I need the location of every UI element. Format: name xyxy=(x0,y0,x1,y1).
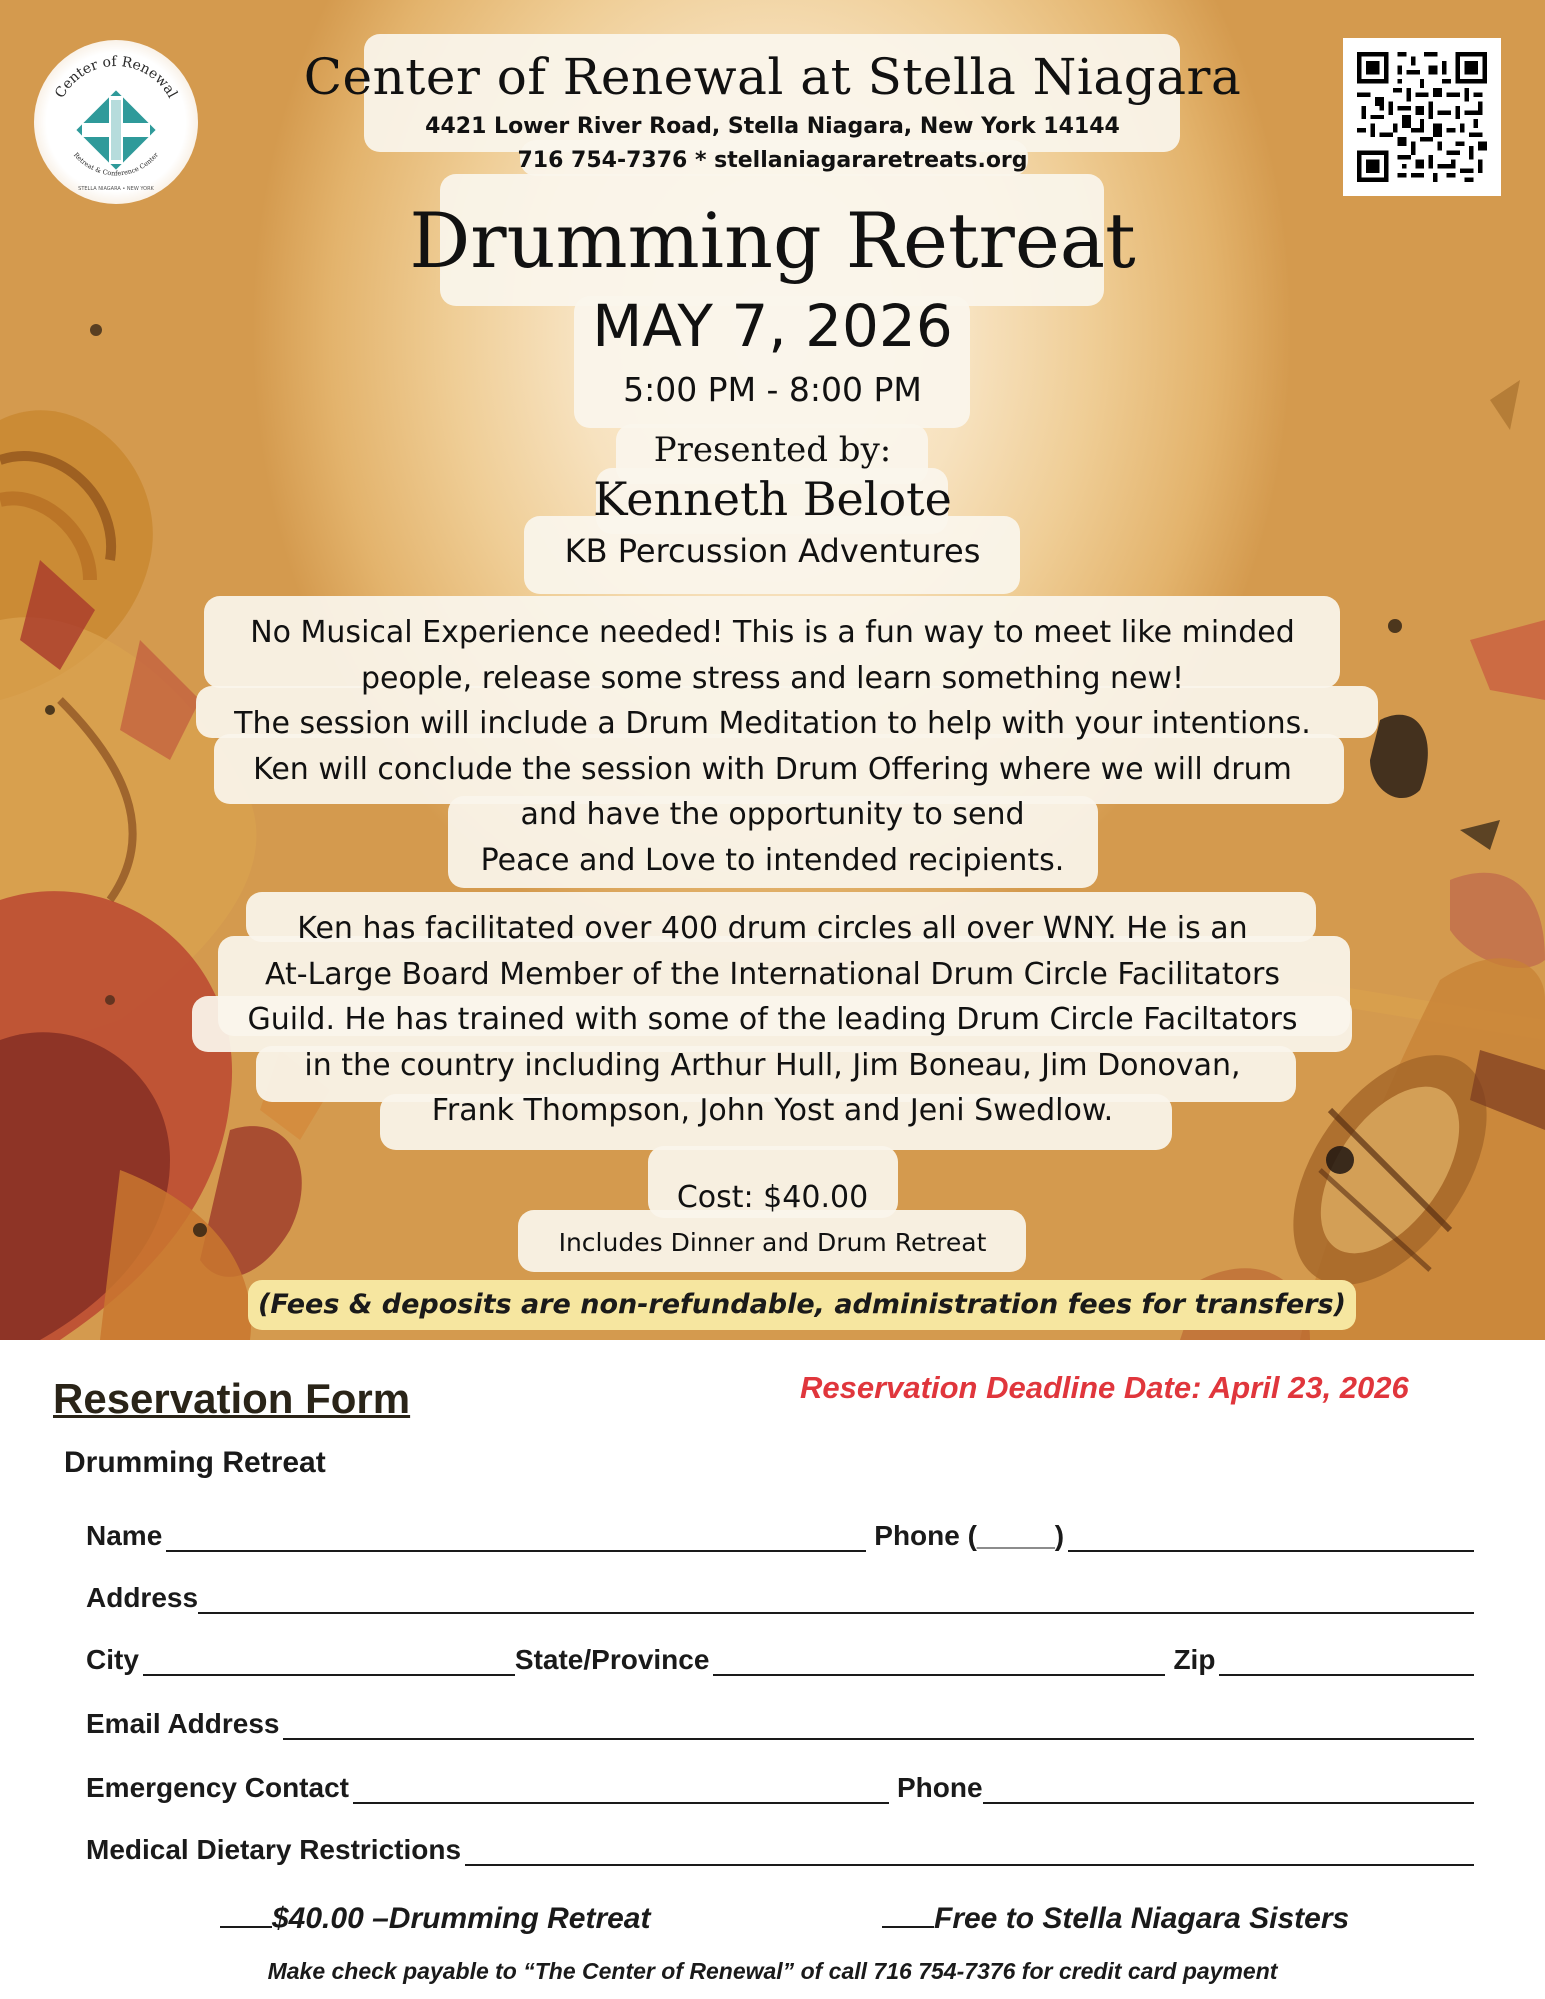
address-field[interactable] xyxy=(198,1584,1474,1614)
presenter-name: Kenneth Belote xyxy=(593,472,952,526)
presented-by-label: Presented by: xyxy=(653,430,892,470)
logo-bottom-text: STELLA NIAGARA • NEW YORK xyxy=(78,186,154,192)
logo-ring-text: Center of Renewal xyxy=(52,53,181,101)
option-drumming-retreat[interactable] xyxy=(220,1902,651,1936)
emergency-row xyxy=(86,1764,1474,1804)
form-subtitle: Drumming Retreat xyxy=(64,1446,326,1479)
option-drumming-label: $40.00 –Drumming Retreat xyxy=(272,1902,651,1935)
medical-field[interactable] xyxy=(465,1836,1474,1866)
org-address: 4421 Lower River Road, Stella Niagara, New York 14144 xyxy=(425,114,1120,139)
name-label: Name xyxy=(86,1520,163,1551)
emergency-contact-label: Emergency Contact xyxy=(86,1772,349,1803)
email-label: Email Address xyxy=(86,1708,280,1739)
email-field[interactable] xyxy=(283,1710,1474,1740)
emergency-phone-label: Phone xyxy=(896,1772,983,1803)
address-label: Address xyxy=(86,1582,199,1613)
phone-label: Phone (_____) xyxy=(874,1520,1065,1551)
city-state-zip-row xyxy=(86,1636,1474,1676)
description-line: No Musical Experience needed! This is a fun way to meet like minded xyxy=(250,615,1295,650)
description-line: Ken will conclude the session with Drum Offering where we will drum xyxy=(253,751,1292,787)
event-title: Drumming Retreat xyxy=(409,196,1136,285)
org-contact[interactable]: 716 754-7376 * stellaniagararetreats.org xyxy=(517,148,1028,173)
address-row xyxy=(86,1574,1474,1614)
name-phone-row xyxy=(86,1512,1474,1552)
medical-label: Medical Dietary Restrictions xyxy=(86,1834,462,1865)
description-paragraph-2 xyxy=(0,906,1545,1134)
org-name: Center of Renewal at Stella Niagara xyxy=(303,48,1242,106)
city-label: City xyxy=(86,1644,139,1675)
bio-line: in the country including Arthur Hull, Jim Boneau, Jim Donovan, xyxy=(304,1047,1241,1083)
option-free-label: Free to Stella Niagara Sisters xyxy=(934,1902,1350,1935)
medical-row xyxy=(86,1826,1474,1866)
description-line: The session will include a Drum Meditation to help with your intentions. xyxy=(234,706,1311,741)
option-checkbox-line[interactable] xyxy=(882,1902,934,1928)
emergency-phone-field[interactable] xyxy=(983,1774,1474,1804)
bio-line: Ken has facilitated over 400 drum circles all over WNY. He is an xyxy=(297,911,1248,946)
option-free-sisters[interactable] xyxy=(882,1902,1349,1936)
description-paragraph-1 xyxy=(0,610,1545,883)
zip-label: Zip xyxy=(1173,1644,1216,1675)
presenter-company: KB Percussion Adventures xyxy=(564,532,981,570)
cost-includes: Includes Dinner and Drum Retreat xyxy=(558,1228,987,1257)
emergency-contact-field[interactable] xyxy=(353,1774,889,1804)
name-field[interactable] xyxy=(166,1522,866,1552)
state-label: State/Province xyxy=(514,1644,710,1675)
event-time: 5:00 PM - 8:00 PM xyxy=(623,370,922,409)
description-line: Peace and Love to intended recipients. xyxy=(480,842,1065,878)
bio-line: At-Large Board Member of the International Drum Circle Facilitators xyxy=(265,956,1280,992)
bio-line: Guild. He has trained with some of the leading Drum Circle Faciltators xyxy=(247,1002,1298,1037)
reservation-form xyxy=(0,1340,1545,1999)
logo-inner-text: Retreat & Conference Center xyxy=(71,150,161,178)
description-line: and have the opportunity to send xyxy=(520,797,1025,832)
reservation-deadline: Reservation Deadline Date: April 23, 2026 xyxy=(800,1370,1409,1405)
cost-label: Cost: $40.00 xyxy=(676,1180,869,1215)
payment-note: Make check payable to “The Center of Renewal” of call 716 754-7376 for credit card payment xyxy=(267,1958,1278,1984)
phone-field[interactable] xyxy=(1068,1522,1474,1552)
email-row xyxy=(86,1700,1474,1740)
option-checkbox-line[interactable] xyxy=(220,1902,272,1928)
state-field[interactable] xyxy=(713,1646,1165,1676)
event-date: MAY 7, 2026 xyxy=(592,292,953,360)
bio-line: Frank Thompson, John Yost and Jeni Swedlow. xyxy=(431,1093,1114,1128)
zip-field[interactable] xyxy=(1219,1646,1474,1676)
city-field[interactable] xyxy=(143,1646,515,1676)
fees-note: (Fees & deposits are non-refundable, administration fees for transfers) xyxy=(248,1280,1356,1330)
description-line: people, release some stress and learn something new! xyxy=(360,660,1185,696)
form-title: Reservation Form xyxy=(53,1375,411,1422)
